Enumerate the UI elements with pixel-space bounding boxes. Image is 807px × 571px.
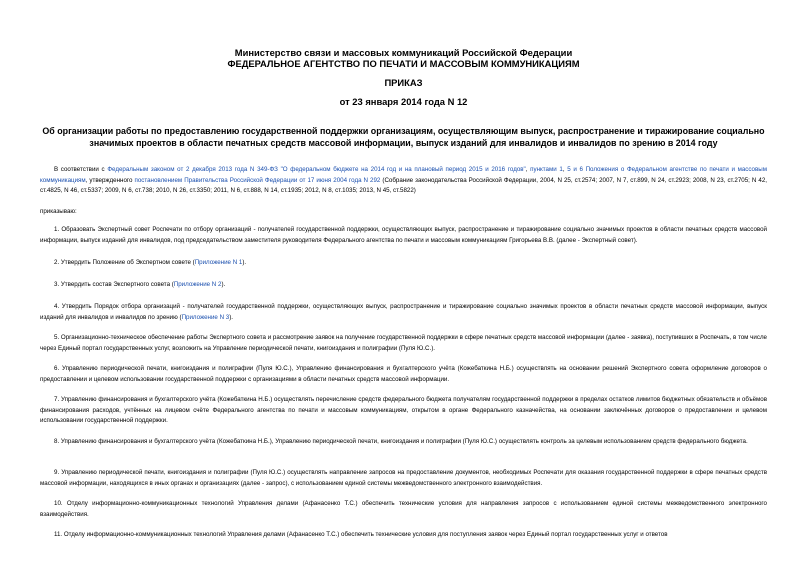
item-4-end: ). — [229, 313, 233, 321]
item-9: 9. Управлению периодической печати, книгоиздания и полиграфии (Пуля Ю.С.) осуществлять направление запросов на предоставление документов, необходимых Роспечати для оказания государственной поддержки в сфере печатных средств массовой информации, находящихся в иных органах и организациях (далее - запрос), с использованием единой системы межведомственного электронного взаимодействия. — [40, 469, 767, 487]
item-7: 7. Управлению финансирования и бухгалтерского учёта (Кожебаткина Н.Б.) осуществлять перечисление средств федерального бюджета получателям государственной поддержки в пределах остатков лимитов бюджетных обязательств и объёмов финансирования расходов, учтённых на лицевом счёте Федерального агентства по печати и массовым коммуникациям, открытом в органе Федерального казначейства, на основании заключённых договоров о предоставлении и целевом использовании государственной поддержки. — [40, 396, 767, 425]
item-2-end: ). — [242, 259, 247, 266]
item-8: 8. Управлению финансирования и бухгалтерского учёта (Кожебаткина Н.Б.), Управлению периодической печати, книгоиздания и полиграфии (Пуля Ю.С.) осуществлять контроль за целевым использованием средств федерального бюджета. — [54, 438, 748, 445]
preamble-text-3: , — [562, 166, 568, 173]
ministry-name: Министерство связи и массовых коммуникаций Российской Федерации — [234, 47, 573, 58]
points-1-link[interactable]: пунктами 1 — [530, 166, 563, 173]
preamble-text-1: В соответствии с — [54, 166, 108, 173]
appendix-1-link[interactable]: Приложение N 1 — [194, 259, 243, 266]
federal-law-link[interactable]: Федеральным законом от 2 декабря 2013 года N 349-ФЗ "О федеральном бюджете на 2014 год и на плановый период 2015 и 2016 годов" — [107, 166, 526, 173]
item-10: 10. Отделу информационно-коммуникационных технологий Управления делами (Афанасенко Т.С.) обеспечить технические условия для направления запросов с использованием единой системы межведомственного электронного взаимодействия. — [40, 500, 767, 518]
appendix-3-link[interactable]: Приложение N 3 — [181, 313, 230, 321]
preamble-text-4: , утвержденного — [85, 176, 135, 184]
document-type: ПРИКАЗ — [384, 77, 423, 88]
item-2-text: 2. Утвердить Положение об Экспертном совете ( — [54, 259, 195, 266]
item-4-text: 4. Утвердить Порядок отбора организаций - получателей государственной поддержки, осуществляющих выпуск, распространение и тиражирование социально значимых проектов в области печатных средств массовой информации, выпуск изданий для инвалидов и инвалидов по зрению ( — [40, 303, 767, 321]
item-3-end: ). — [221, 281, 226, 288]
government-decree-link[interactable]: постановлением Правительства Российской Федерации от 17 июня 2004 года N 292 — [134, 176, 381, 184]
item-6: 6. Управлению периодической печати, книгоиздания и полиграфии (Пуля Ю.С.), Управлению финансирования и бухгалтерского учёта (Кожебаткина Н.Б.) осуществлять на основании решений Экспертного совета оформление договоров о предоставлении и целевом использовании государственной поддержки с организациями в области печатных средств массовой информации. — [40, 365, 767, 383]
item-3-text: 3. Утвердить состав Экспертного совета ( — [54, 281, 174, 288]
document-title: Об организации работы по предоставлению государственной поддержки организациям, осуществляющим выпуск, распространение и тиражирование социально значимых проектов в области печатных средств массовой информации, выпуск изданий для инвалидов и инвалидов по зрению в 2014 году — [42, 126, 765, 148]
item-11: 11. Отделу информационно-коммуникационных технологий Управления делами (Афанасенко Т.С.) обеспечить технические условия для поступления заявок через Единый портал государственных услуг и ответов — [54, 531, 668, 538]
preamble-text-2: , — [525, 166, 531, 173]
item-4 — [40, 302, 767, 323]
order-phrase: приказываю: — [40, 208, 77, 215]
document-date: от 23 января 2014 года N 12 — [339, 96, 468, 107]
preamble-paragraph — [40, 165, 767, 197]
item-5: 5. Организационно-техническое обеспечение работы Экспертного совета и рассмотрение заявок на получение государственной поддержки в сфере печатных средств массовой информации (далее - заявка), поступивших в Роспечать, в том числе через Единый портал государственных услуг, возложить на Управление периодической печати, книгоиздания и полиграфии (Пуля Ю.С.). — [40, 334, 767, 352]
appendix-2-link[interactable]: Приложение N 2 — [173, 281, 222, 288]
agency-name: ФЕДЕРАЛЬНОЕ АГЕНТСТВО ПО ПЕЧАТИ И МАССОВЫМ КОММУНИКАЦИЯМ — [227, 58, 580, 69]
regulation-link[interactable]: 5 и 6 Положения о Федеральном агентстве по печати и массовым коммуникациям — [40, 166, 767, 184]
item-1: 1. Образовать Экспертный совет Роспечати по отбору организаций - получателей государственной поддержки, осуществляющих выпуск, распространение и тиражирование социально значимых проектов в области печатных средств массовой информации, выпуск изданий для инвалидов, под председательством заместителя руководителя Федерального агентства по печати и массовым коммуникациям Григорьева В.В. (далее - Экспертный совет). — [40, 226, 767, 244]
item-2 — [40, 258, 767, 269]
item-3 — [40, 280, 767, 291]
preamble-text-5: (Собрание законодательства Российской Федерации, 2004, N 25, ст.2574; 2007, N 7, ст.899, N 24, ст.2923; 2008, N 23, ст.2705; N 42, ст.4825, N 46, ст.5337; 2009, N 6, ст.738; 2010, N 26, ст.3350; 2011, N 6, ст.888, N 14, ст.1935; 2012, N 8, ст.1035; 2013, N 45, ст.5822) — [40, 176, 767, 195]
